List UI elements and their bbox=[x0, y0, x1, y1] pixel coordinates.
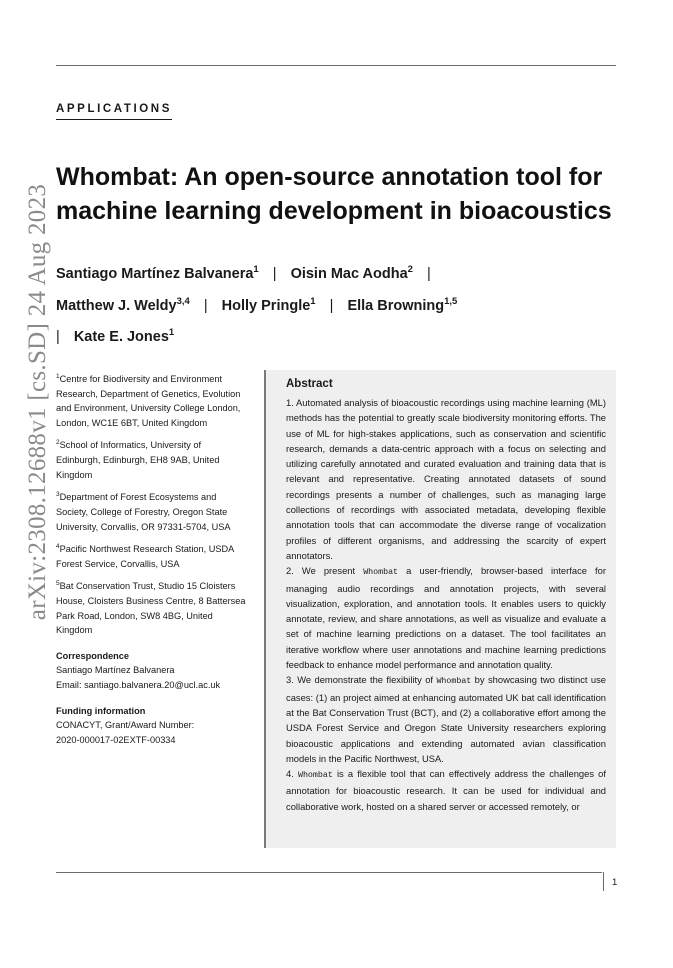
abstract-paragraph: 1. Automated analysis of bioacoustic recordings using machine learning (ML) methods has the potential to greatly scale biodiversity monitoring efforts. The use of ML for high-stakes applications, such as conservation and scientific research, demands a data-centric approach with a focus on selecting and utilizing carefully annotated and curated evaluation and training data that is relevant and representative. Creating annotated datasets of sound recordings presents a number of challenges, such as managing large collections of recordings with associated metadata, developing flexible annotation tools that can accommodate the diverse range of vocalization profiles of different organisms, and addressing the scarcity of expert annotators. bbox=[286, 397, 606, 561]
funding-grant-number: 2020-000017-02EXTF-00334 bbox=[56, 734, 176, 745]
author-line bbox=[56, 256, 556, 288]
author-name: Santiago Martínez Balvanera$^1$ bbox=[56, 264, 259, 282]
paper-title: Whombat: An open-source annotation tool for machine learning development in bioacoustics bbox=[56, 163, 612, 225]
affiliation: $^5$Bat Conservation Trust, Studio 15 Cloisters House, Cloisters Business Centre, 8 Battersea Park Road, London, SW8 4BG, United Kingdom bbox=[56, 580, 246, 636]
author-separator: | bbox=[426, 265, 431, 282]
affiliation: $^2$School of Informatics, University of Edinburgh, Edinburgh, EH8 9AB, United Kingdom bbox=[56, 439, 220, 480]
code-term: Whombat bbox=[363, 568, 399, 578]
page-number: 1 bbox=[612, 877, 618, 888]
affiliation: $^3$Department of Forest Ecosystems and Society, College of Forestry, Oregon State University, Corvallis, OR 97331-5704, USA bbox=[56, 491, 231, 532]
author-name: Oisin Mac Aodha$^2$ bbox=[290, 264, 413, 282]
author-name: Holly Pringle$^1$ bbox=[221, 295, 316, 314]
author-separator: | bbox=[329, 297, 334, 314]
abstract-paragraph: 2. We present Whombat a user-friendly, browser-based interface for managing audio recordings and annotation projects, with several visualization, exploration, and annotation tools. It enables users to quickly annotate, review, and share annotations, as well as visualize and evaluate a set of machine learning predictions on a dataset. The tool facilitates an iterative workflow where user annotations and machine learning predictions feedback to enhance model performance and annotation quality. bbox=[286, 565, 606, 671]
author-line bbox=[56, 288, 556, 320]
funding-line: CONACYT, Grant/Award Number: bbox=[56, 720, 195, 731]
code-term: Whombat bbox=[297, 771, 333, 781]
author-name: Ella Browning$^{1,5}$ bbox=[347, 295, 458, 314]
footer-divider bbox=[603, 872, 604, 891]
affiliation: $^1$Centre for Biodiversity and Environment Research, Department of Genetics, Evolution and Environment, University College London, London, WC1E 6BT, United Kingdom bbox=[56, 373, 241, 428]
section-label: APPLICATIONS bbox=[56, 103, 172, 120]
affiliation: $^4$Pacific Northwest Research Station, USDA Forest Service, Corvallis, USA bbox=[56, 543, 234, 569]
header-rule bbox=[56, 65, 616, 66]
correspondence-email[interactable]: Email: santiago.balvanera.20@ucl.ac.uk bbox=[56, 680, 221, 690]
author-name: Matthew J. Weldy$^{3,4}$ bbox=[56, 295, 190, 314]
arxiv-stamp[interactable]: arXiv:2308.12688v1 [cs.SD] 24 Aug 2023 bbox=[24, 183, 51, 621]
footer-rule bbox=[56, 872, 602, 873]
author-separator: | bbox=[203, 297, 208, 314]
funding-heading: Funding information bbox=[56, 705, 146, 716]
author-line bbox=[56, 320, 556, 352]
abstract-heading: Abstract bbox=[286, 378, 333, 390]
correspondence-heading: Correspondence bbox=[56, 650, 130, 661]
abstract-box bbox=[264, 370, 616, 848]
correspondence-name: Santiago Martínez Balvanera bbox=[56, 665, 175, 676]
abstract-paragraph: 4. Whombat is a flexible tool that can effectively address the challenges of annotation for bioacoustic research. It can be used for individual and collaborative work, hosted on a shared server or accessed remotely, or bbox=[286, 768, 606, 812]
author-list bbox=[56, 256, 556, 351]
affiliations-column bbox=[56, 370, 246, 747]
code-term: Whombat bbox=[436, 677, 472, 687]
author-separator: | bbox=[272, 265, 277, 282]
author-name: Kate E. Jones$^1$ bbox=[73, 327, 175, 346]
abstract-paragraph: 3. We demonstrate the flexibility of Whombat by showcasing two distinct use cases: (1) an project aimed at enhancing automated UK bat call identification at the Bat Conservation Trust (BCT), and (2) a collaborative effort among the USDA Forest Service and Oregon State University researchers exploring bioacoustic applications and extending automated avian classification models in the Pacific Northwest, USA. bbox=[286, 674, 607, 764]
author-separator: | bbox=[56, 329, 60, 346]
